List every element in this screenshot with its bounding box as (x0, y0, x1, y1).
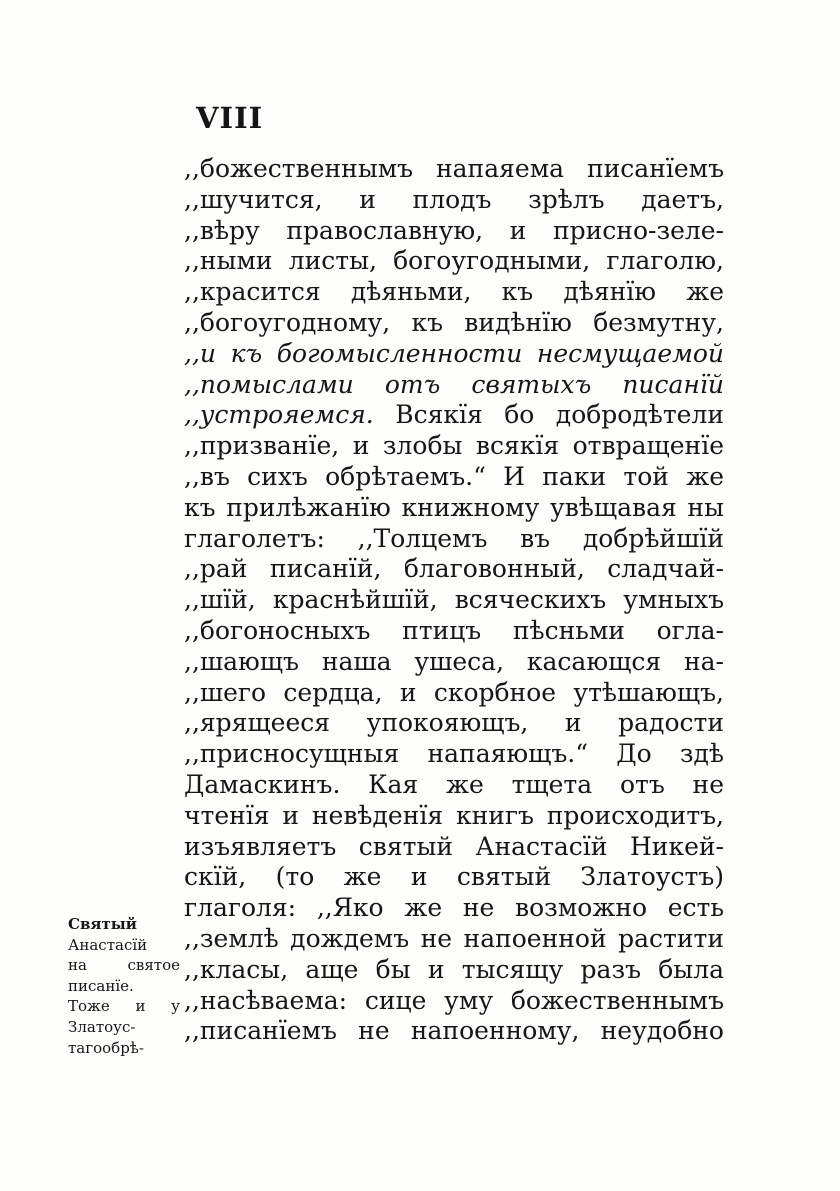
text-line-content: ,,присносущныя напаяющъ.“ До здѣ (184, 739, 724, 769)
text-line-content: глаголетъ: ,,Толцемъ въ добрѣйшїй (184, 523, 724, 553)
text-line-content: ,,богоносныхъ птицъ пѣсньми огла- (184, 615, 724, 645)
text-line (184, 986, 724, 1017)
text-line (184, 216, 724, 247)
text-line-content: ,,и къ богомысленности несмущаемой (184, 338, 724, 368)
text-line-content: ,,шучится, и плодъ зрѣлъ даетъ, (184, 184, 724, 214)
text-line-content: ,,писанїемъ не напоенному, неудобно (184, 1016, 724, 1046)
text-line-content: ,,насѣваема: сице уму божественнымъ (184, 985, 724, 1015)
text-line-content: ,,призванїе, и злобы всякїя отвращенїе (184, 431, 724, 461)
text-line (184, 678, 724, 709)
text-line-content: ,,помыслами отъ святыхъ писанїй (184, 369, 724, 399)
text-line (184, 462, 724, 493)
text-line (184, 246, 724, 277)
text-line-content: ,,рай писанїй, благовонный, сладчай- (184, 554, 724, 584)
body-text (184, 154, 724, 1047)
text-line (184, 801, 724, 832)
text-line (184, 616, 724, 647)
margin-note-line: Тоже и у (68, 997, 180, 1016)
text-line-content: скїй, (то же и святый Златоустъ) (184, 862, 724, 892)
text-line-content: ,,класы, аще бы и тысящу разъ была (184, 954, 724, 984)
text-line (184, 277, 724, 308)
text-line (184, 739, 724, 770)
margin-note-line: Святый (68, 915, 137, 933)
text-line (184, 1016, 724, 1047)
text-line-content: ,,шїй, краснѣйшїй, всяческихъ умныхъ (184, 585, 724, 615)
text-line (184, 955, 724, 986)
text-line-content: ,,въ сихъ обрѣтаемъ.“ И паки той же (184, 461, 724, 491)
text-line (184, 647, 724, 678)
text-line-content: ,,вѣру православную, и присно-зеле- (184, 215, 724, 245)
text-line-content: Дамаскинъ. Кая же тщета отъ не (184, 769, 724, 799)
text-line-content: Всякїя бо добродѣтели (373, 400, 724, 430)
text-line-content: ,,ными листы, богоугодными, глаголю, (184, 246, 724, 276)
text-line-content: ,,богоугодному, къ видѣнїю безмутну, (184, 307, 724, 337)
margin-note-line: Анастасїй (68, 935, 148, 954)
text-line-content: ,,божественнымъ напаяема писанїемъ (184, 154, 724, 183)
text-line (184, 154, 724, 185)
text-line (184, 924, 724, 955)
margin-note (68, 914, 180, 1058)
text-line-content: ,,ярящееся упокояющъ, и радости (184, 708, 724, 738)
text-line (184, 308, 724, 339)
text-line-content: ,,шающъ наша ушеса, касающся на- (184, 646, 724, 676)
margin-note-line: на святое (68, 956, 180, 975)
text-line-content: ,,красится дѣяньми, къ дѣянїю же (184, 277, 724, 307)
text-line (184, 585, 724, 616)
text-line-content: ,,землѣ дождемъ не напоенной растити (184, 923, 724, 953)
margin-note-line: Златоус- (68, 1017, 136, 1036)
text-line (184, 708, 724, 739)
text-line (184, 339, 724, 370)
text-line (184, 524, 724, 555)
text-line (184, 431, 724, 462)
text-line (184, 185, 724, 216)
text-line (184, 493, 724, 524)
text-line (184, 862, 724, 893)
text-line-content: изъявляетъ святый Анастасїй Никей- (184, 831, 724, 861)
text-line-content: глаголя: ,,Яко же не возможно есть (184, 893, 724, 923)
text-line-content: чтенїя и невѣденїя книгъ происходитъ, (184, 800, 724, 830)
margin-note-line: писанїе. (68, 976, 134, 995)
text-line-content: ,,шего сердца, и скорбное утѣшающъ, (184, 677, 724, 707)
text-line (184, 400, 724, 431)
text-line (184, 370, 724, 401)
text-line (184, 893, 724, 924)
text-line-content: къ прилѣжанїю книжному увѣщавая ны (184, 492, 724, 522)
text-line (184, 770, 724, 801)
text-line (184, 554, 724, 585)
text-line-italic-part: ,,устрояемся. (184, 400, 374, 430)
margin-note-line: тагообрѣ- (68, 1038, 144, 1057)
text-line (184, 832, 724, 863)
page-number: VIII (196, 101, 264, 135)
